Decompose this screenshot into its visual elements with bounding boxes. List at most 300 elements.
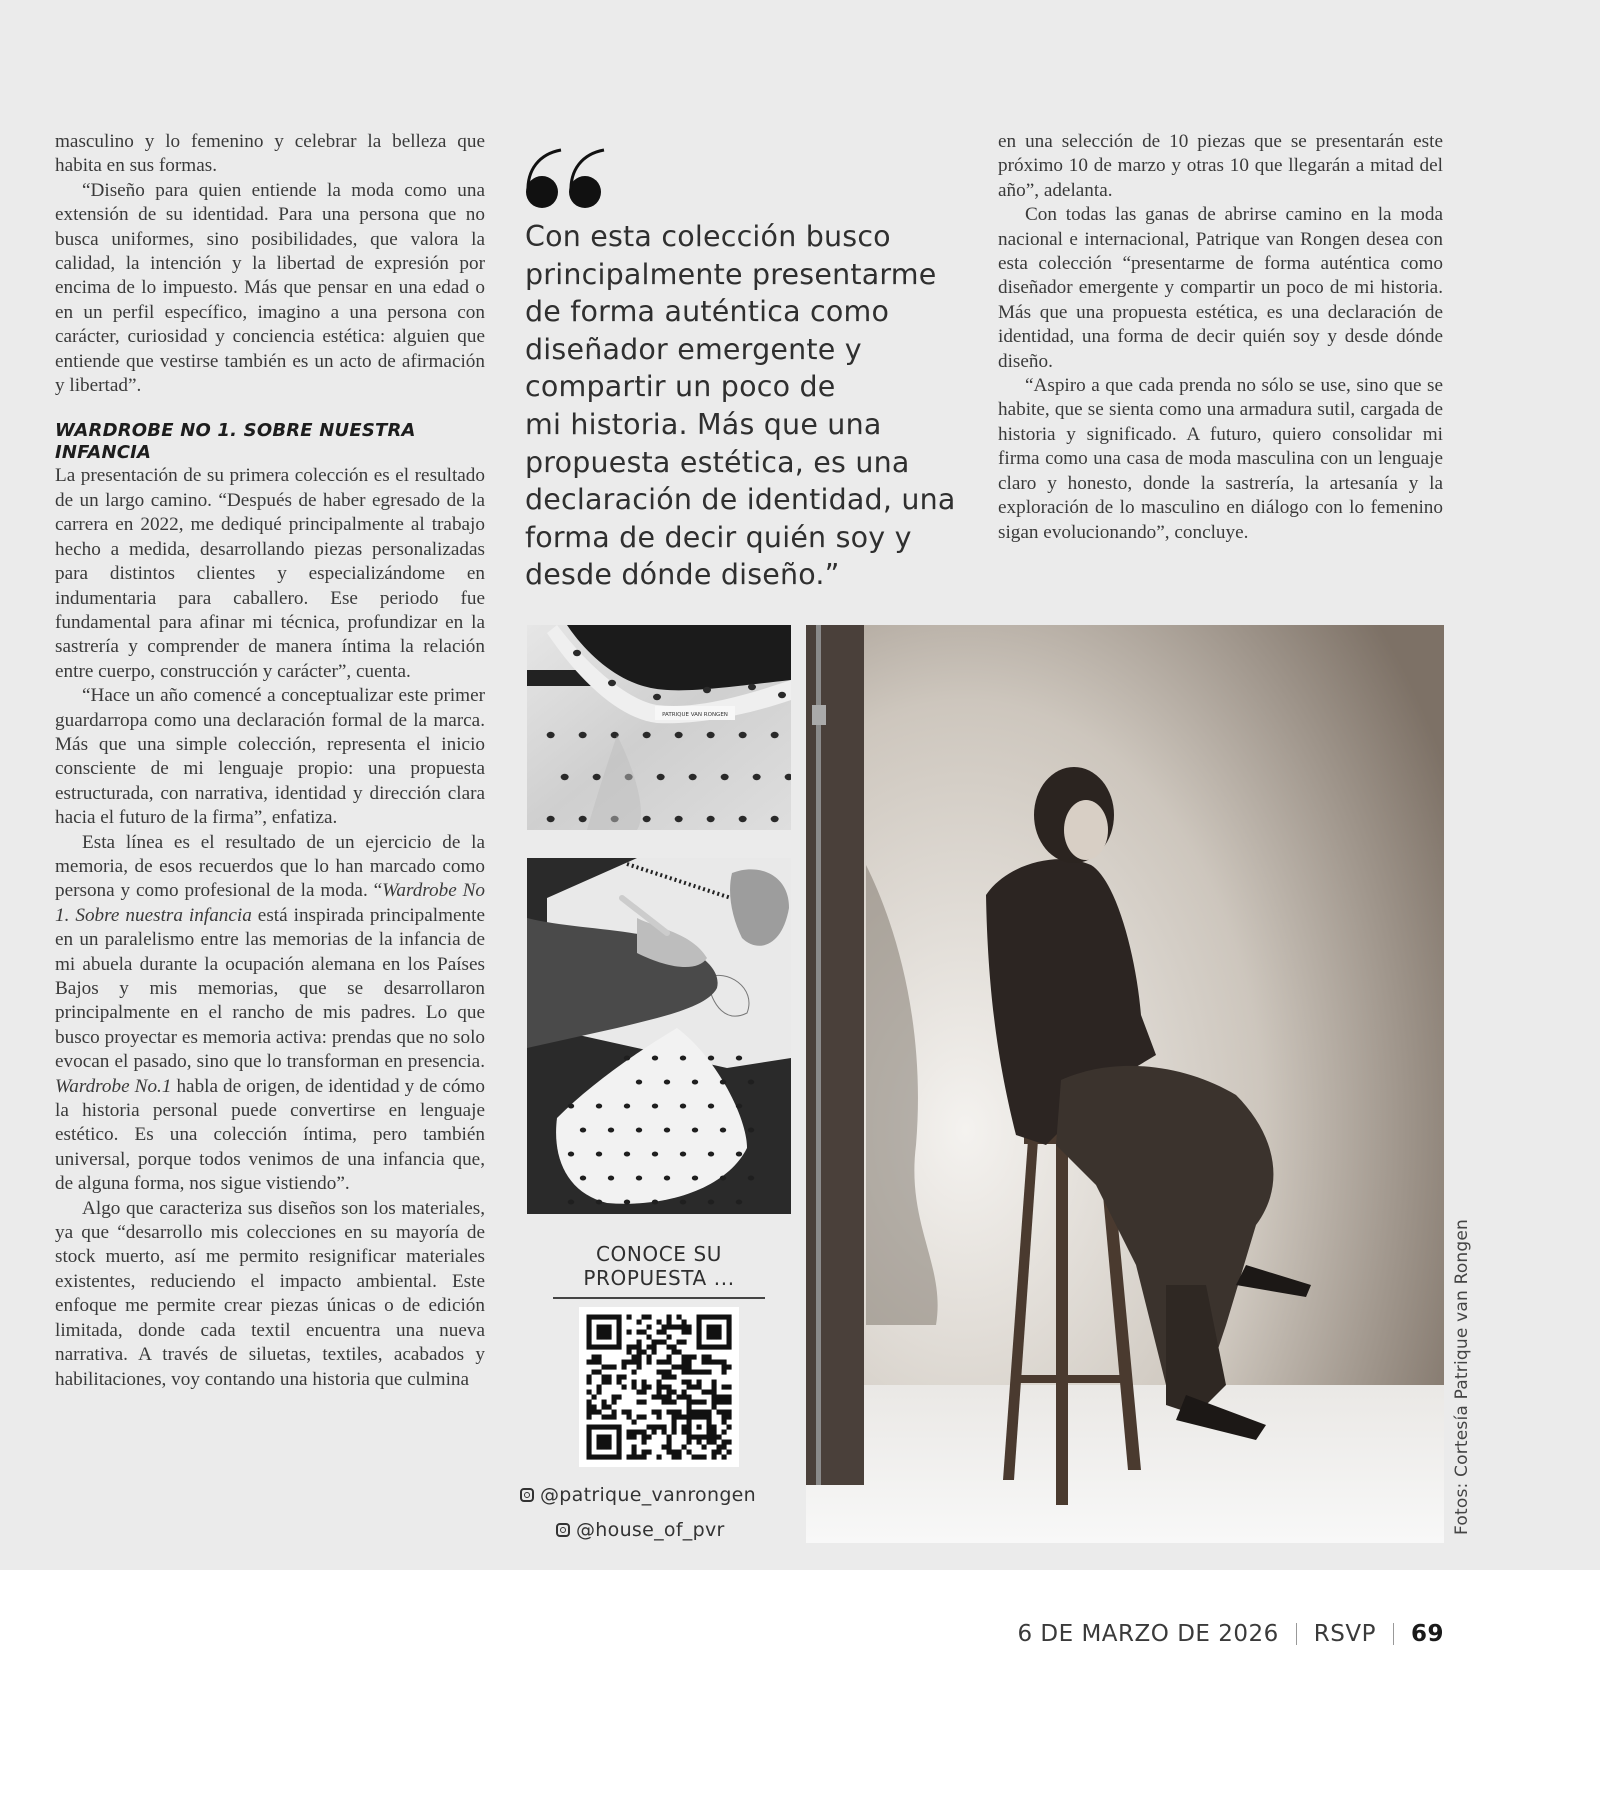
page-number: 69 xyxy=(1410,1621,1444,1647)
qr-module xyxy=(602,1445,607,1450)
qr-module xyxy=(682,1320,687,1325)
qr-module xyxy=(602,1425,607,1430)
qr-module xyxy=(632,1355,637,1360)
polka-dot xyxy=(652,1151,658,1156)
qr-module xyxy=(612,1415,617,1420)
qr-module xyxy=(597,1390,602,1395)
polka-dot xyxy=(653,694,661,700)
qr-module xyxy=(657,1415,662,1420)
qr-module xyxy=(587,1445,592,1450)
qr-section-title: CONOCE SU PROPUESTA ... xyxy=(583,1242,735,1290)
qr-module xyxy=(687,1430,692,1435)
polka-dot xyxy=(692,1175,698,1180)
qr-module xyxy=(612,1410,617,1415)
social-handle-house[interactable] xyxy=(556,1519,725,1541)
qr-module xyxy=(647,1355,652,1360)
polka-dot xyxy=(596,1103,602,1108)
paragraph: “Aspiro a que cada prenda no sólo se use, sino que se habite, que se sienta como una armadura sutil, cargada de historia y significado. A futuro, quiero consolidar mi firma como una casa de moda masculina con un lenguaje claro y honesto, donde la sastrería, la artesanía y la exploración de lo masculino en diálogo con lo femenino sigan evolucionando”, concluye. xyxy=(998,375,1443,543)
qr-module xyxy=(602,1325,607,1330)
qr-module xyxy=(587,1345,592,1350)
social-handle-patrique[interactable] xyxy=(520,1484,756,1506)
qr-module xyxy=(727,1450,732,1455)
qr-module xyxy=(727,1315,732,1320)
qr-module xyxy=(707,1335,712,1340)
paragraph: Algo que caracteriza sus diseños son los materiales, ya que “desarrollo mis colecciones en su mayoría de stock muerto, así me permito resignificar materiales existentes, reduciendo el impacto ambiental. Este enfoque me permite crear piezas únicas o de edición limitada, donde cada textil encuentra una nueva narrativa. A través de siluetas, textiles, acabados y habilitaciones, voy contando una historia que culmina xyxy=(55,1197,485,1390)
polka-dot xyxy=(608,680,616,686)
polka-dot xyxy=(568,1103,574,1108)
qr-module xyxy=(642,1440,647,1445)
qr-module xyxy=(667,1320,672,1325)
article-column-left xyxy=(55,130,485,1392)
qr-module xyxy=(692,1435,697,1440)
qr-module xyxy=(617,1430,622,1435)
qr-code-icon[interactable] xyxy=(579,1307,739,1467)
polka-dot xyxy=(736,1151,742,1156)
qr-module xyxy=(727,1325,732,1330)
qr-module xyxy=(607,1440,612,1445)
qr-module xyxy=(692,1385,697,1390)
qr-module xyxy=(697,1330,702,1335)
qr-module xyxy=(642,1350,647,1355)
qr-module xyxy=(662,1360,667,1365)
qr-module xyxy=(657,1410,662,1415)
qr-module xyxy=(712,1385,717,1390)
qr-module xyxy=(712,1360,717,1365)
qr-module xyxy=(687,1440,692,1445)
qr-module xyxy=(612,1345,617,1350)
qr-module xyxy=(607,1405,612,1410)
qr-module xyxy=(697,1340,702,1345)
polka-dot xyxy=(636,1127,642,1132)
publication-name: RSVP xyxy=(1313,1621,1376,1647)
polka-dot xyxy=(703,687,711,693)
qr-module xyxy=(597,1370,602,1375)
qr-module xyxy=(587,1380,592,1385)
qr-module xyxy=(587,1430,592,1435)
qr-module xyxy=(702,1390,707,1395)
qr-module xyxy=(597,1435,602,1440)
qr-module xyxy=(607,1380,612,1385)
qr-module xyxy=(587,1450,592,1455)
polka-dot xyxy=(664,1079,670,1084)
polka-dot xyxy=(547,732,555,738)
qr-module xyxy=(677,1340,682,1345)
polka-dot xyxy=(680,1055,686,1060)
qr-module xyxy=(667,1390,672,1395)
qr-module xyxy=(667,1410,672,1415)
qr-module xyxy=(687,1420,692,1425)
polka-dot xyxy=(608,1127,614,1132)
qr-module xyxy=(632,1420,637,1425)
qr-module xyxy=(657,1320,662,1325)
qr-module xyxy=(722,1430,727,1435)
qr-module xyxy=(717,1325,722,1330)
qr-module xyxy=(722,1385,727,1390)
qr-module xyxy=(667,1375,672,1380)
qr-module xyxy=(597,1440,602,1445)
quote-mark-icon xyxy=(525,148,607,210)
qr-module xyxy=(687,1370,692,1375)
qr-module xyxy=(722,1440,727,1445)
qr-module xyxy=(617,1345,622,1350)
qr-module xyxy=(687,1410,692,1415)
polka-dot xyxy=(736,1199,742,1204)
polka-dot xyxy=(579,732,587,738)
qr-module xyxy=(697,1435,702,1440)
qr-module xyxy=(712,1455,717,1460)
qr-module xyxy=(617,1315,622,1320)
qr-module xyxy=(692,1415,697,1420)
qr-module xyxy=(682,1365,687,1370)
qr-module xyxy=(727,1410,732,1415)
polka-dot xyxy=(643,816,651,822)
qr-module xyxy=(707,1330,712,1335)
qr-module xyxy=(652,1425,657,1430)
qr-module xyxy=(712,1335,717,1340)
qr-module xyxy=(657,1425,662,1430)
qr-module xyxy=(707,1410,712,1415)
qr-module xyxy=(597,1360,602,1365)
qr-module xyxy=(602,1380,607,1385)
qr-module xyxy=(662,1425,667,1430)
qr-module xyxy=(717,1330,722,1335)
qr-module xyxy=(667,1395,672,1400)
qr-module xyxy=(717,1335,722,1340)
qr-module xyxy=(677,1350,682,1355)
polka-dot xyxy=(657,774,665,780)
polka-dot xyxy=(707,816,715,822)
polka-dot xyxy=(643,732,651,738)
qr-module xyxy=(702,1315,707,1320)
qr-module xyxy=(712,1395,717,1400)
qr-module xyxy=(587,1405,592,1410)
polka-dot xyxy=(748,1175,754,1180)
text-run: Esta línea es el resultado de un ejercicio de la memoria, de esos recuerdos que lo han marcado como persona y como profesional de la moda. “ xyxy=(55,831,485,902)
qr-module xyxy=(722,1415,727,1420)
qr-module xyxy=(707,1315,712,1320)
polka-dot xyxy=(624,1151,630,1156)
qr-module xyxy=(682,1425,687,1430)
issue-date: 6 DE MARZO DE 2026 xyxy=(1017,1621,1279,1647)
qr-module xyxy=(702,1400,707,1405)
polka-dot xyxy=(692,1079,698,1084)
qr-module xyxy=(587,1415,592,1420)
qr-module xyxy=(672,1350,677,1355)
qr-module xyxy=(652,1345,657,1350)
qr-module xyxy=(697,1320,702,1325)
qr-module xyxy=(637,1345,642,1350)
polka-dot xyxy=(748,1127,754,1132)
qr-module xyxy=(702,1445,707,1450)
qr-module xyxy=(662,1395,667,1400)
qr-module xyxy=(717,1400,722,1405)
pull-quote xyxy=(525,148,965,594)
qr-module xyxy=(717,1395,722,1400)
qr-module xyxy=(597,1385,602,1390)
polka-dot xyxy=(593,774,601,780)
qr-module xyxy=(597,1410,602,1415)
qr-module xyxy=(682,1390,687,1395)
qr-module xyxy=(687,1325,692,1330)
qr-module xyxy=(707,1425,712,1430)
page-footer xyxy=(1017,1621,1444,1647)
qr-module xyxy=(717,1360,722,1365)
qr-module xyxy=(597,1355,602,1360)
qr-module xyxy=(672,1375,677,1380)
qr-module xyxy=(587,1340,592,1345)
qr-module xyxy=(662,1325,667,1330)
qr-module xyxy=(657,1385,662,1390)
qr-module xyxy=(682,1380,687,1385)
polka-dot xyxy=(624,1055,630,1060)
paragraph: en una selección de 10 piezas que se presentarán este próximo 10 de marzo y otras 10 que llegarán a mitad del año”, adelanta. xyxy=(998,131,1443,201)
qr-module xyxy=(637,1340,642,1345)
qr-module xyxy=(687,1395,692,1400)
qr-module xyxy=(667,1355,672,1360)
qr-module xyxy=(642,1450,647,1455)
qr-module xyxy=(722,1345,727,1350)
paragraph: “Diseño para quien entiende la moda como una extensión de su identidad. Para una persona que no busca uniformes, sino posibilidades, que valora la calidad, la intención y la libertad de expresión por encima de lo impuesto. Más que pensar en una edad o en un perfil específico, imagino a una persona con carácter, curiosidad y conciencia estética: alguien que entiende que vestirse también es un acto de afirmación y libertad”. xyxy=(55,179,485,397)
polka-dot xyxy=(771,816,779,822)
qr-module xyxy=(702,1435,707,1440)
qr-module xyxy=(627,1315,632,1320)
qr-module xyxy=(627,1415,632,1420)
qr-module xyxy=(637,1350,642,1355)
polka-dot xyxy=(561,774,569,780)
qr-module xyxy=(712,1425,717,1430)
qr-module xyxy=(612,1365,617,1370)
polka-dot xyxy=(624,1199,630,1204)
qr-module xyxy=(697,1410,702,1415)
qr-module xyxy=(592,1410,597,1415)
qr-module xyxy=(607,1445,612,1450)
polka-dot xyxy=(720,1079,726,1084)
qr-module xyxy=(607,1455,612,1460)
qr-module xyxy=(687,1400,692,1405)
qr-module xyxy=(677,1365,682,1370)
qr-module xyxy=(692,1410,697,1415)
qr-module xyxy=(652,1395,657,1400)
qr-module xyxy=(707,1355,712,1360)
qr-module xyxy=(662,1330,667,1335)
polka-dot xyxy=(624,1103,630,1108)
instagram-icon xyxy=(556,1523,570,1537)
qr-module xyxy=(697,1440,702,1445)
polka-dot xyxy=(721,774,729,780)
footer-separator xyxy=(1393,1623,1394,1645)
qr-module xyxy=(667,1450,672,1455)
qr-module xyxy=(642,1315,647,1320)
qr-module xyxy=(642,1415,647,1420)
polka-dot xyxy=(608,1175,614,1180)
qr-module xyxy=(632,1450,637,1455)
qr-module xyxy=(712,1325,717,1330)
qr-module xyxy=(687,1405,692,1410)
polka-dot xyxy=(680,1199,686,1204)
qr-module xyxy=(622,1365,627,1370)
qr-module xyxy=(672,1400,677,1405)
qr-module xyxy=(692,1400,697,1405)
qr-module xyxy=(602,1335,607,1340)
qr-module xyxy=(697,1455,702,1460)
polka-dot xyxy=(636,1175,642,1180)
qr-module xyxy=(712,1330,717,1335)
qr-module xyxy=(692,1455,697,1460)
qr-module xyxy=(597,1335,602,1340)
qr-module xyxy=(607,1345,612,1350)
qr-module xyxy=(597,1445,602,1450)
paragraph: masculino y lo femenino y celebrar la belleza que habita en sus formas. xyxy=(55,131,485,177)
polka-dot xyxy=(708,1103,714,1108)
qr-module xyxy=(662,1375,667,1380)
photo-credit: Fotos: Cortesía Patrique van Rongen xyxy=(1452,1218,1472,1535)
qr-module xyxy=(632,1455,637,1460)
qr-module xyxy=(682,1445,687,1450)
qr-module xyxy=(667,1345,672,1350)
qr-module xyxy=(722,1445,727,1450)
qr-module xyxy=(672,1425,677,1430)
qr-module xyxy=(717,1315,722,1320)
qr-module xyxy=(632,1380,637,1385)
qr-module xyxy=(697,1345,702,1350)
qr-module xyxy=(627,1360,632,1365)
qr-module xyxy=(637,1355,642,1360)
qr-module xyxy=(682,1325,687,1330)
qr-module xyxy=(647,1450,652,1455)
polka-dot xyxy=(636,1079,642,1084)
polka-dot xyxy=(596,1151,602,1156)
qr-module xyxy=(632,1435,637,1440)
qr-module xyxy=(707,1390,712,1395)
paragraph: “Hace un año comencé a conceptualizar este primer guardarropa como una declaración formal de la marca. Más que una simple colección, representa el inicio consciente de mi lenguaje propio: una propuesta estructurada, con narrativa, identidad y dirección clara hacia el futuro de la firma”, enfatiza. xyxy=(55,685,485,829)
qr-module xyxy=(637,1365,642,1370)
qr-module xyxy=(717,1450,722,1455)
qr-module xyxy=(682,1340,687,1345)
qr-module xyxy=(627,1350,632,1355)
qr-module xyxy=(707,1440,712,1445)
qr-module xyxy=(657,1370,662,1375)
qr-module xyxy=(587,1435,592,1440)
qr-module xyxy=(597,1345,602,1350)
qr-module xyxy=(637,1430,642,1435)
qr-module xyxy=(672,1390,677,1395)
qr-module xyxy=(587,1425,592,1430)
qr-module xyxy=(712,1380,717,1385)
qr-module xyxy=(672,1420,677,1425)
qr-module xyxy=(707,1435,712,1440)
qr-module xyxy=(702,1410,707,1415)
qr-module xyxy=(617,1320,622,1325)
qr-module xyxy=(667,1435,672,1440)
qr-module xyxy=(687,1365,692,1370)
qr-module xyxy=(632,1345,637,1350)
polka-dot xyxy=(707,732,715,738)
qr-module xyxy=(667,1440,672,1445)
qr-module xyxy=(727,1340,732,1345)
qr-module xyxy=(592,1360,597,1365)
qr-module xyxy=(642,1455,647,1460)
qr-module xyxy=(637,1415,642,1420)
polka-dot xyxy=(736,1103,742,1108)
garment-label-text: PATRIQUE VAN RONGEN xyxy=(662,712,728,718)
qr-module xyxy=(642,1390,647,1395)
qr-module xyxy=(617,1330,622,1335)
qr-module xyxy=(672,1410,677,1415)
qr-module xyxy=(667,1325,672,1330)
qr-module xyxy=(602,1455,607,1460)
qr-module xyxy=(612,1400,617,1405)
polka-dot xyxy=(753,774,761,780)
qr-module xyxy=(632,1385,637,1390)
qr-module xyxy=(592,1395,597,1400)
qr-module xyxy=(637,1360,642,1365)
polka-dot xyxy=(748,1079,754,1084)
qr-module xyxy=(727,1330,732,1335)
qr-module xyxy=(642,1330,647,1335)
qr-module xyxy=(607,1325,612,1330)
polka-dot xyxy=(675,732,683,738)
qr-module xyxy=(712,1440,717,1445)
qr-module xyxy=(712,1435,717,1440)
qr-module xyxy=(652,1350,657,1355)
qr-module xyxy=(637,1390,642,1395)
polka-dot xyxy=(739,816,747,822)
collection-title-italic: Wardrobe No.1 xyxy=(55,1075,172,1097)
polka-dot xyxy=(692,1127,698,1132)
qr-module xyxy=(707,1370,712,1375)
qr-module xyxy=(722,1455,727,1460)
qr-module xyxy=(667,1445,672,1450)
qr-module xyxy=(592,1345,597,1350)
qr-module xyxy=(687,1355,692,1360)
qr-module xyxy=(672,1365,677,1370)
qr-module xyxy=(672,1415,677,1420)
qr-module xyxy=(622,1375,627,1380)
polka-dot xyxy=(568,1151,574,1156)
qr-module xyxy=(722,1410,727,1415)
polka-dot xyxy=(547,816,555,822)
qr-module xyxy=(642,1385,647,1390)
qr-module xyxy=(592,1405,597,1410)
qr-module xyxy=(657,1395,662,1400)
qr-module xyxy=(637,1455,642,1460)
qr-module xyxy=(657,1330,662,1335)
qr-module xyxy=(702,1355,707,1360)
qr-module xyxy=(602,1330,607,1335)
qr-module xyxy=(717,1445,722,1450)
qr-module xyxy=(587,1330,592,1335)
qr-module xyxy=(727,1400,732,1405)
qr-module xyxy=(607,1330,612,1335)
qr-module xyxy=(617,1335,622,1340)
qr-module xyxy=(627,1435,632,1440)
qr-module xyxy=(592,1455,597,1460)
qr-module xyxy=(587,1410,592,1415)
qr-module xyxy=(652,1340,657,1345)
qr-module xyxy=(707,1415,712,1420)
qr-module xyxy=(682,1355,687,1360)
qr-module xyxy=(707,1345,712,1350)
qr-module xyxy=(602,1405,607,1410)
qr-module xyxy=(682,1370,687,1375)
qr-module xyxy=(697,1380,702,1385)
qr-module xyxy=(607,1375,612,1380)
qr-module xyxy=(672,1325,677,1330)
qr-module xyxy=(677,1395,682,1400)
qr-module xyxy=(587,1400,592,1405)
qr-module xyxy=(617,1325,622,1330)
qr-module xyxy=(717,1345,722,1350)
